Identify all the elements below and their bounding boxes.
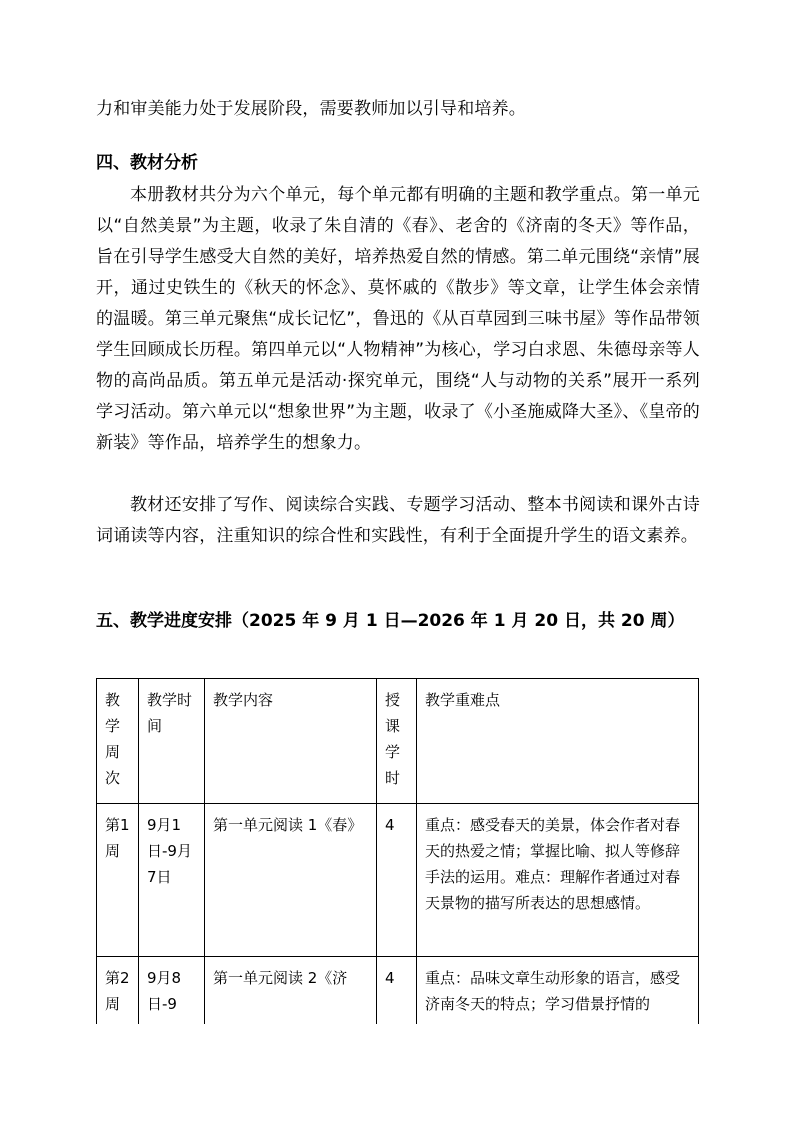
cell-hours: 4: [377, 804, 417, 957]
section-heading-schedule: 五、教学进度安排（2025 年 9 月 1 日—2026 年 1 月 20 日，共 20 周）: [96, 611, 685, 631]
cell-content: 第一单元阅读 1《春》: [205, 804, 377, 957]
table-row: [97, 957, 699, 1025]
header-week: 教学周次: [97, 679, 139, 804]
header-focus: 教学重难点: [417, 679, 699, 804]
cell-week: 第2周: [97, 957, 139, 1025]
intro-line: 力和审美能力处于发展阶段，需要教师加以引导和培养。: [96, 99, 526, 119]
header-time: 教学时间: [139, 679, 205, 804]
textbook-analysis-paragraph-1: 本册教材共分为六个单元，每个单元都有明确的主题和教学重点。第一单元以“自然美景”为主题，收录了朱自清的《春》、老舍的《济南的冬天》等作品，旨在引导学生感受大自然的美好，培养热爱自然的情感。第二单元围绕“亲情”展开，通过史铁生的《秋天的怀念》、莫怀戚的《散步》等文章，让学生体会亲情的温暖。第三单元聚焦“成长记忆”，鲁迅的《从百草园到三味书屋》等作品带领学生回顾成长历程。第四单元以“人物精神”为核心，学习白求恩、朱德母亲等人物的高尚品质。第五单元是活动·探究单元，围绕“人与动物的关系”展开一系列学习活动。第六单元以“想象世界”为主题，收录了《小圣施威降大圣》、《皇帝的新装》等作品，培养学生的想象力。: [96, 185, 700, 453]
textbook-analysis-paragraph-2: 教材还安排了写作、阅读综合实践、专题学习活动、整本书阅读和课外古诗词诵读等内容，注重知识的综合性和实践性，有利于全面提升学生的语文素养。: [96, 495, 700, 546]
cell-focus: 重点：品味文章生动形象的语言，感受济南冬天的特点；学习借景抒情的: [417, 957, 699, 1025]
header-content: 教学内容: [205, 679, 377, 804]
section-heading-textbook-analysis: 四、教材分析: [96, 153, 198, 173]
table-row: [97, 804, 699, 957]
cell-time: 9月8日-9: [139, 957, 205, 1025]
cell-time: 9月1日-9月7日: [139, 804, 205, 957]
table-header-row: [97, 679, 699, 804]
cell-week: 第1周: [97, 804, 139, 957]
cell-content: 第一单元阅读 2《济: [205, 957, 377, 1025]
cell-focus: 重点：感受春天的美景，体会作者对春天的热爱之情；掌握比喻、拟人等修辞手法的运用。难点：理解作者通过对春天景物的描写所表达的思想感情。: [417, 804, 699, 957]
cell-hours: 4: [377, 957, 417, 1025]
schedule-table: [96, 678, 699, 1024]
header-hours: 授课学时: [377, 679, 417, 804]
